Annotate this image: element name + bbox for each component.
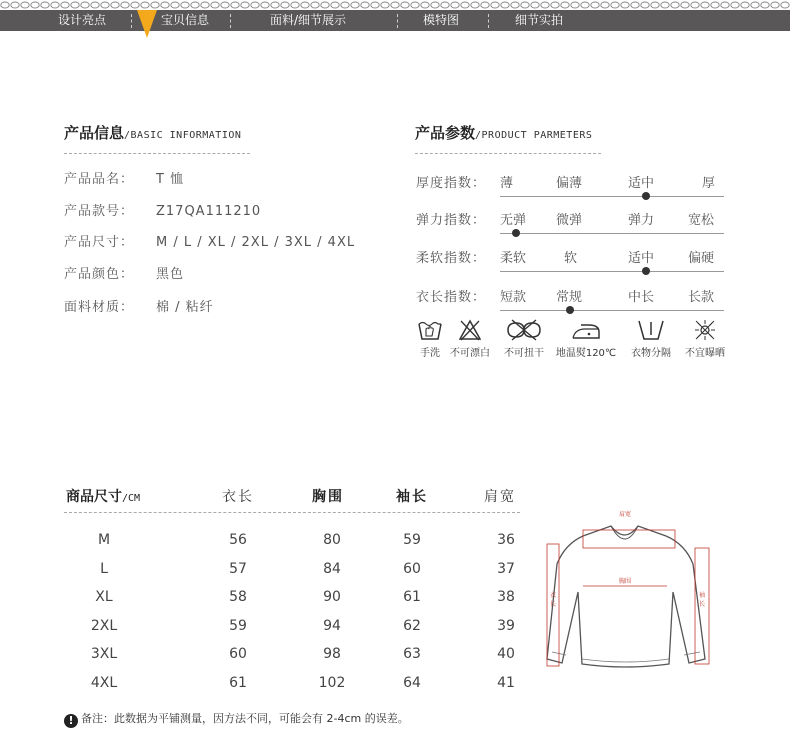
garment-diagram (545, 504, 715, 674)
product-params-heading (415, 122, 592, 143)
care-no-sun (680, 318, 730, 359)
info-value: M / L / XL / 2XL / 3XL / 4XL (156, 235, 356, 250)
shoulder-label: 肩宽 (619, 511, 632, 518)
param-track (500, 196, 724, 197)
param-option: 短款 (500, 290, 527, 305)
param-row-elasticity (416, 209, 726, 233)
column-header: 胸围 (312, 489, 344, 505)
size-table-unit: /CM (122, 493, 141, 504)
separate-wash-icon (636, 318, 666, 342)
param-label: 厚度指数： (416, 176, 487, 191)
care-separate-wash (626, 318, 676, 359)
measure-cell: 102 (318, 674, 346, 691)
param-option: 微弹 (556, 213, 583, 228)
measure-cell: 38 (497, 589, 515, 605)
hand-wash-icon (417, 318, 443, 342)
product-info-subtitle: /BASIC INFORMATION (124, 130, 242, 141)
param-option: 无弹 (500, 213, 527, 228)
measure-cell: 60 (403, 560, 421, 577)
info-label: 产品尺寸： (64, 235, 135, 250)
product-params-subtitle: /PRODUCT PARMETERS (475, 130, 593, 141)
info-value: T 恤 (156, 172, 185, 187)
care-hand-wash (414, 318, 446, 359)
measure-cell: 41 (497, 674, 515, 691)
info-row (64, 296, 214, 315)
tab-separator (230, 14, 231, 28)
chest-label: 胸围 (619, 578, 632, 585)
info-row (64, 168, 184, 187)
care-no-wring (500, 318, 548, 359)
info-row (64, 231, 355, 250)
param-option: 弹力 (628, 213, 655, 228)
collar-line (611, 526, 638, 539)
length-label-2: 长 (550, 601, 557, 608)
chain-decoration (0, 0, 790, 10)
care-iron (555, 318, 617, 359)
measure-cell: 61 (403, 589, 421, 605)
param-track (500, 233, 724, 234)
column-header: 衣长 (222, 489, 254, 505)
info-value: 黑色 (156, 267, 185, 282)
info-label: 面料材质： (64, 300, 135, 315)
param-option: 中长 (628, 290, 655, 305)
size-cell: M (97, 532, 111, 548)
hem-line (582, 659, 669, 662)
measure-cell: 40 (497, 646, 515, 662)
param-option: 偏薄 (556, 176, 583, 191)
measure-cell: 98 (323, 646, 341, 662)
shirt-outline (547, 526, 705, 667)
param-row-length (416, 286, 726, 310)
column-header: 肩宽 (484, 489, 516, 505)
measure-cell: 60 (229, 646, 247, 662)
care-label: 衣物分隔 (631, 348, 671, 359)
length-label: 衣 (550, 592, 557, 599)
no-bleach-icon (457, 318, 483, 342)
care-no-bleach (446, 318, 494, 359)
param-label: 衣长指数： (416, 290, 487, 305)
tab-detail-photos[interactable]: 细节实拍 (515, 13, 564, 27)
product-info-heading (64, 122, 241, 143)
info-row (64, 200, 261, 219)
product-info-title: 产品信息 (64, 124, 125, 142)
info-value: Z17QA111210 (156, 204, 262, 219)
care-label: 地温熨120℃ (555, 348, 617, 359)
product-params-title: 产品参数 (415, 124, 476, 142)
no-sun-icon (692, 318, 718, 342)
param-option: 适中 (628, 251, 655, 266)
size-table-title (66, 486, 140, 506)
tab-model-photos[interactable]: 模特图 (423, 13, 460, 27)
shoulder-measure (583, 530, 675, 548)
measure-cell: 56 (229, 532, 247, 548)
alert-icon: ! (64, 714, 78, 728)
info-value: 棉 / 粘纤 (156, 300, 214, 315)
param-option: 常规 (556, 290, 583, 305)
measure-cell: 90 (323, 589, 341, 605)
size-cell: XL (95, 589, 113, 605)
sleeve-label: 袖 (699, 592, 706, 599)
tab-separator (131, 14, 132, 28)
care-label: 不可扭干 (504, 348, 544, 359)
measure-cell: 61 (229, 674, 247, 691)
param-option: 薄 (500, 176, 514, 191)
info-label: 产品颜色： (64, 267, 135, 282)
measure-cell: 59 (229, 617, 247, 634)
measure-cell: 39 (497, 617, 515, 634)
no-wring-icon (504, 318, 544, 342)
size-cell: 2XL (90, 617, 118, 634)
column-header: 袖长 (396, 489, 428, 505)
info-label: 产品款号： (64, 204, 135, 219)
param-indicator (642, 192, 650, 200)
size-cell: 4XL (90, 674, 118, 691)
measure-cell: 64 (403, 674, 421, 691)
param-track (500, 271, 724, 272)
divider (415, 153, 601, 154)
size-table-title-text: 商品尺寸 (66, 489, 122, 505)
param-option: 宽松 (688, 213, 715, 228)
measure-cell: 57 (229, 560, 247, 577)
size-cell: L (100, 560, 108, 577)
param-indicator (566, 306, 574, 314)
measure-cell: 59 (403, 532, 421, 548)
param-option: 柔软 (500, 251, 527, 266)
tab-design-highlights[interactable]: 设计亮点 (58, 13, 107, 27)
tab-separator (397, 14, 398, 28)
param-row-softness (416, 247, 726, 271)
measure-cell: 62 (403, 617, 421, 634)
care-label: 不可漂白 (450, 348, 490, 359)
size-cell: 3XL (90, 646, 118, 662)
measure-cell: 63 (403, 646, 421, 662)
info-label: 产品品名： (64, 172, 135, 187)
nav-bar (0, 10, 790, 31)
param-option: 偏硬 (688, 251, 715, 266)
measure-cell: 94 (323, 617, 341, 634)
measure-cell: 58 (229, 589, 247, 605)
param-label: 柔软指数： (416, 251, 487, 266)
param-option: 软 (564, 251, 578, 266)
care-label: 不宜曝晒 (685, 348, 725, 359)
sleeve-label-2: 长 (699, 601, 706, 608)
divider (64, 512, 520, 513)
param-label: 弹力指数： (416, 213, 487, 228)
param-track (500, 310, 724, 311)
divider (64, 153, 250, 154)
measure-cell: 36 (497, 532, 515, 548)
param-indicator (512, 229, 520, 237)
measurement-note (64, 710, 409, 728)
param-option: 适中 (628, 176, 655, 191)
care-label: 手洗 (420, 348, 440, 359)
note-text: 备注：此数据为平铺测量，因方法不同，可能会有 2-4cm 的误差。 (81, 712, 409, 725)
measure-cell: 37 (497, 560, 515, 577)
param-indicator (642, 267, 650, 275)
param-option: 长款 (688, 290, 715, 305)
param-row-thickness (416, 172, 726, 196)
active-tab-marker (137, 10, 157, 38)
tab-separator (488, 14, 489, 28)
iron-icon (569, 318, 603, 342)
measure-cell: 84 (323, 560, 341, 577)
tab-fabric-details[interactable]: 面料/细节展示 (270, 13, 347, 27)
cuff-lines (552, 652, 700, 655)
param-option: 厚 (702, 176, 716, 191)
tab-product-info[interactable]: 宝贝信息 (161, 13, 210, 27)
info-row (64, 263, 184, 282)
measure-cell: 80 (323, 532, 341, 548)
